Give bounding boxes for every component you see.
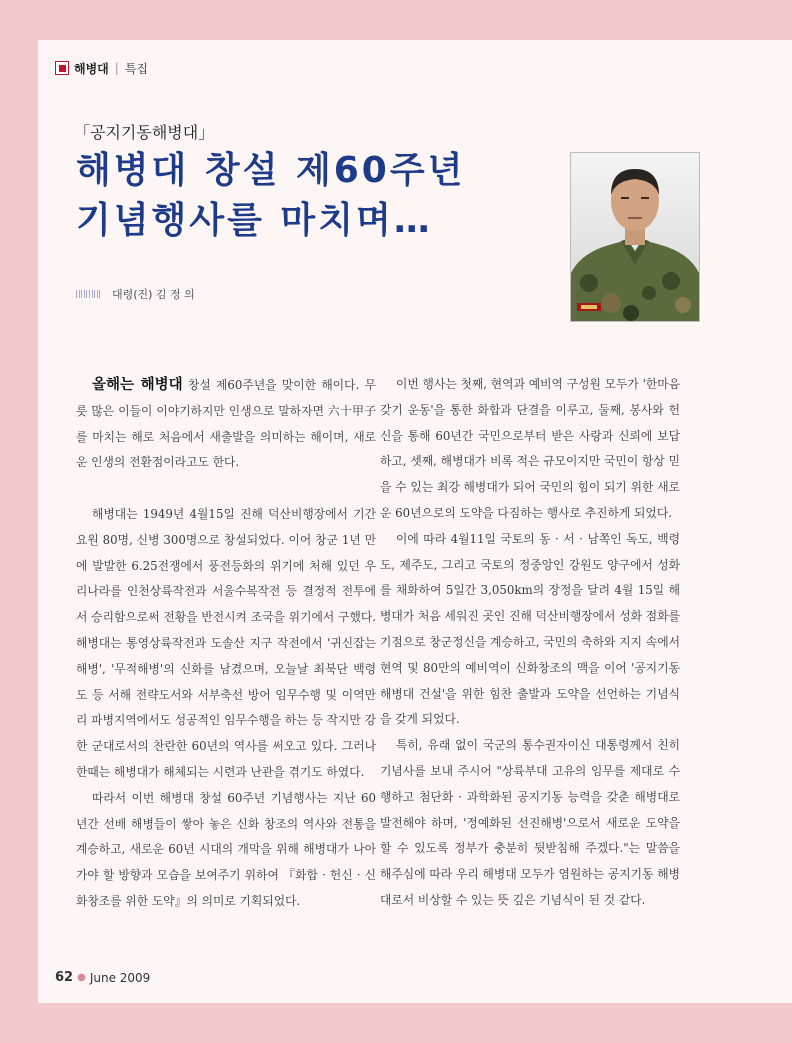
page-footer <box>55 970 150 985</box>
article-paragraph: 특히, 유래 없이 국군의 통수권자이신 대통령께서 친히 기념사를 보내 주시어 "상륙부대 고유의 임무를 제대로 수행하고 첨단화 · 과학화된 공지기동 능력을 갖춘 해병대로 발전해야 하며, '정예화된 선진해병'으로서 새로운 도약을 할 수 있도록 정부가 충분히 뒷받침해 주겠다."는 말씀을 해주심에 따라 우리 해병대 모두가 염원하는 공지기동 해병대로서 비상할 수 있는 뜻 깊은 기념식이 된 것 같다. <box>380 738 680 907</box>
article-paragraph <box>76 372 376 476</box>
magazine-page <box>38 40 792 1003</box>
article-paragraph: 이에 따라 4월11일 국토의 동 · 서 · 남쪽인 독도, 백령도, 제주도, 그리고 국토의 정중앙인 강원도 양구에서 성화를 채화하여 5일간 3,050km의 장정을 달려 4월 15일 해병대가 처음 세워진 곳인 진해 덕산비행장에서 성화 점화를 기점으로 창군정신을 계승하고, 국민의 축하와 지지 속에서 현역 및 80만의 예비역이 신화창조의 맥을 이어 '공지기동 해병대 건설'을 위한 힘찬 출발과 도약을 선언하는 기념식을 갖게 되었다. <box>380 531 680 727</box>
article-column-left <box>76 372 376 915</box>
paragraph-text: 창설 제60주년을 맞이한 해이다. 무릇 많은 이들이 이야기하지만 인생으로 말하자면 六十甲子를 마치는 해로 처음에서 새출발을 의미하는 해이며, 새로운 인생의 전환점이라고도 한다. <box>76 378 376 470</box>
article-paragraph: 따라서 이번 해병대 창설 60주년 기념행사는 지난 60년간 선배 해병들이 쌓아 놓은 신화 창조의 역사와 전통을 계승하고, 새로운 60년 시대의 개막을 위해 해병대가 나아가야 할 방향과 모습을 보여주기 위하여 『화합 · 헌신 · 신화창조를 위한 도약』의 의미로 기획되었다. <box>76 790 376 908</box>
page-number: 62 <box>55 970 74 985</box>
title-line-1: 해병대 창설 제60주년 <box>76 150 466 191</box>
author-name: 대령(진) 김 정 의 <box>111 288 195 301</box>
section-subname: 특집 <box>124 61 149 76</box>
article-paragraph: 해병대는 1949년 4월15일 진해 덕산비행장에서 기간요원 80명, 신병 300명으로 창설되었다. 이어 창군 1년 만에 발발한 6.25전쟁에서 풍전등화의 위기에 처해 있던 우리나라를 인천상륙작전과 서울수복작전 등 결정적 전투에서 승리함으로써 전황을 반전시켜 조국을 위기에서 구했다. 해병대는 통영상륙작전과 도솔산 지구 작전에서 '귀신잡는 해병', '무적해병'의 신화를 남겼으며, 오늘날 최북단 백령도 등 서해 전략도서와 서부축선 방어 임무수행 및 이역만리 파병지역에서도 성공적인 임무수행을 하는 등 작지만 강한 군대로서의 찬란한 60년의 역사를 써오고 있다. 그러나 한때는 해병대가 해체되는 시련과 난관을 겪기도 하였다. <box>76 506 376 779</box>
series-label: 「공지기동해병대」 <box>74 123 215 142</box>
article-paragraph: 이번 행사는 첫째, 현역과 예비역 구성원 모두가 '한마음 갖기 운동'을 통한 화합과 단결을 이루고, 둘째, 봉사와 헌신을 통해 60년간 국민으로부터 받은 사랑과 신뢰에 보답하고, 셋째, 해병대가 비록 적은 규모이지만 국민이 항상 믿을 수 있는 최강 해병대가 되어 국민의 힘이 되기 위한 새로운 60년으로의 도약을 다짐하는 행사로 추진하게 되었다. <box>380 377 680 520</box>
portrait-icon <box>571 153 699 321</box>
article-column-right <box>380 372 680 914</box>
section-header <box>55 58 148 78</box>
title-line-2: 기념행사를 마치며… <box>76 200 433 241</box>
section-logo-icon <box>55 61 69 75</box>
section-name: 해병대 <box>74 61 109 76</box>
issue-date: June 2009 <box>89 970 151 985</box>
byline-mark-icon <box>76 290 102 298</box>
author-byline <box>76 286 195 302</box>
footer-bullet-icon: ● <box>77 972 86 983</box>
lead-words: 올해는 해병대 <box>92 376 183 393</box>
author-portrait-image <box>570 152 700 322</box>
article-title <box>76 146 546 246</box>
section-divider: | <box>114 61 119 75</box>
